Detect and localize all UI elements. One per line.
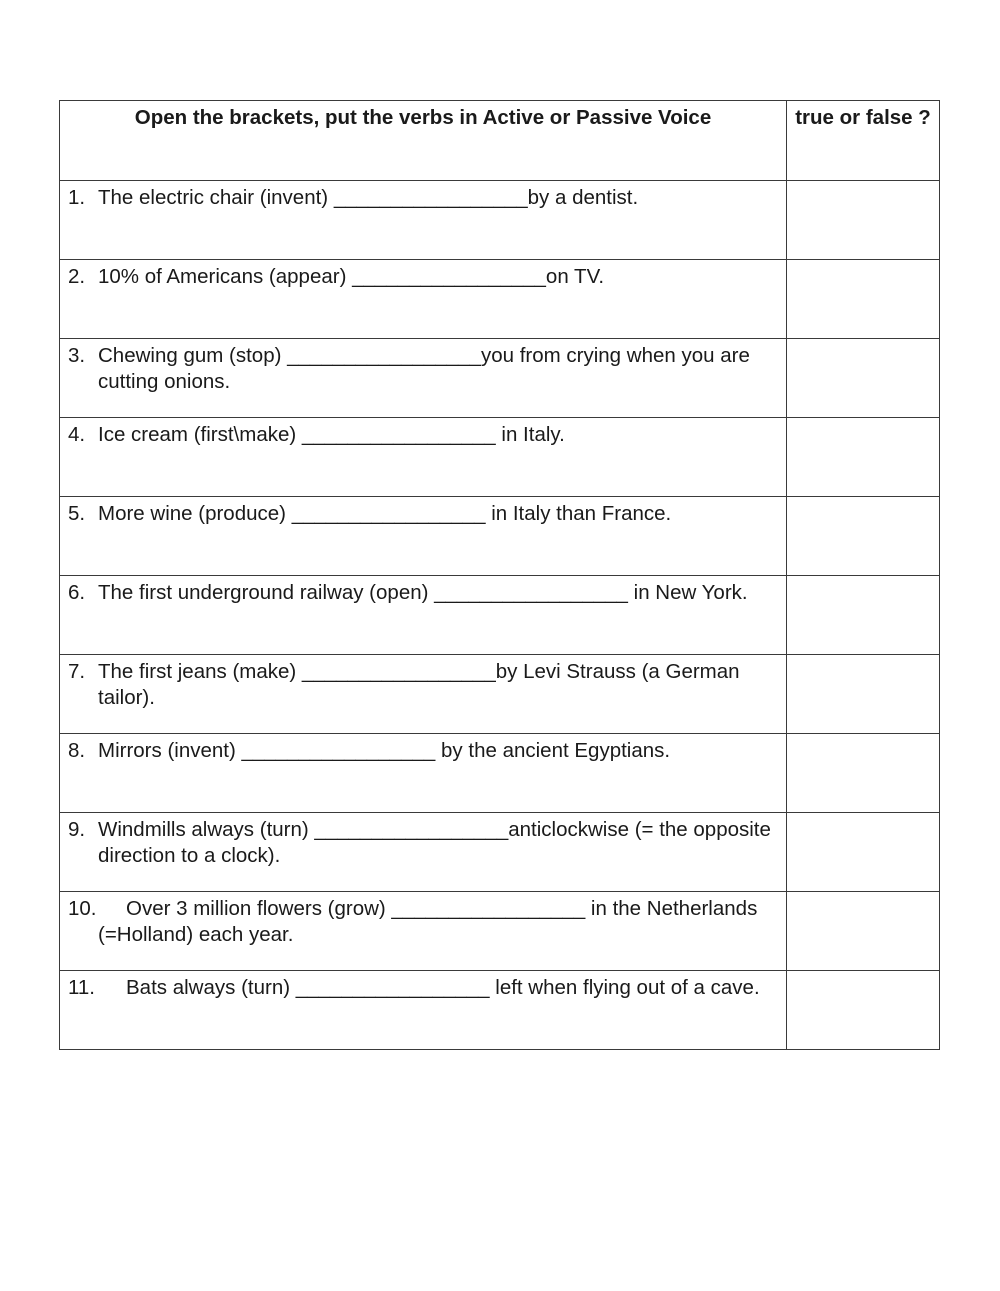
question-number: 1.	[68, 186, 86, 209]
question-row	[60, 813, 940, 892]
question-number: 2.	[68, 265, 86, 288]
question-number: 7.	[68, 660, 86, 683]
question-row	[60, 418, 940, 497]
question-number: 10.	[68, 897, 97, 920]
question-text: The first jeans (make) _________________by Levi Strauss (a German tailor).	[98, 660, 740, 709]
question-cell	[60, 260, 787, 339]
question-number: 6.	[68, 581, 86, 604]
instruction-heading: Open the brackets, put the verbs in Active or Passive Voice	[60, 101, 787, 181]
question-row	[60, 971, 940, 1050]
question-number: 8.	[68, 739, 86, 762]
question-number: 9.	[68, 818, 86, 841]
question-cell	[60, 971, 787, 1050]
question-text: Chewing gum (stop) _________________you from crying when you are cutting onions.	[98, 344, 750, 393]
answer-cell[interactable]	[787, 892, 940, 971]
question-cell	[60, 181, 787, 260]
question-row	[60, 576, 940, 655]
question-cell	[60, 339, 787, 418]
answer-cell[interactable]	[787, 418, 940, 497]
question-row	[60, 734, 940, 813]
question-row	[60, 260, 940, 339]
question-text: The electric chair (invent) _________________by a dentist.	[98, 186, 639, 209]
answer-cell[interactable]	[787, 655, 940, 734]
question-number: 11.	[68, 976, 95, 999]
worksheet-table	[59, 100, 940, 1050]
answer-cell[interactable]	[787, 734, 940, 813]
question-number: 5.	[68, 502, 86, 525]
question-text: The first underground railway (open) _________________ in New York.	[98, 581, 748, 604]
question-text: Mirrors (invent) _________________ by the ancient Egyptians.	[98, 739, 671, 762]
question-number: 3.	[68, 344, 86, 367]
question-row	[60, 181, 940, 260]
question-cell	[60, 576, 787, 655]
question-cell	[60, 734, 787, 813]
question-number: 4.	[68, 423, 86, 446]
header-row	[60, 101, 940, 181]
answer-cell[interactable]	[787, 260, 940, 339]
question-cell	[60, 418, 787, 497]
question-text: Over 3 million flowers (grow) _________________ in the Netherlands (=Holland) each year.	[98, 897, 758, 946]
question-cell	[60, 497, 787, 576]
question-text: More wine (produce) _________________ in Italy than France.	[98, 502, 672, 525]
question-text: 10% of Americans (appear) _________________on TV.	[98, 265, 605, 288]
answer-cell[interactable]	[787, 181, 940, 260]
answer-cell[interactable]	[787, 971, 940, 1050]
answer-cell[interactable]	[787, 576, 940, 655]
question-row	[60, 497, 940, 576]
question-row	[60, 892, 940, 971]
true-false-heading: true or false ?	[787, 101, 940, 181]
question-text: Bats always (turn) _________________ left when flying out of a cave.	[126, 976, 760, 999]
question-cell	[60, 655, 787, 734]
question-row	[60, 655, 940, 734]
answer-cell[interactable]	[787, 339, 940, 418]
answer-cell[interactable]	[787, 813, 940, 892]
question-cell	[60, 813, 787, 892]
answer-cell[interactable]	[787, 497, 940, 576]
question-row	[60, 339, 940, 418]
question-cell	[60, 892, 787, 971]
question-text: Ice cream (first\make) _________________ in Italy.	[98, 423, 565, 446]
question-text: Windmills always (turn) _________________anticlockwise (= the opposite direction to a clock).	[98, 818, 771, 867]
